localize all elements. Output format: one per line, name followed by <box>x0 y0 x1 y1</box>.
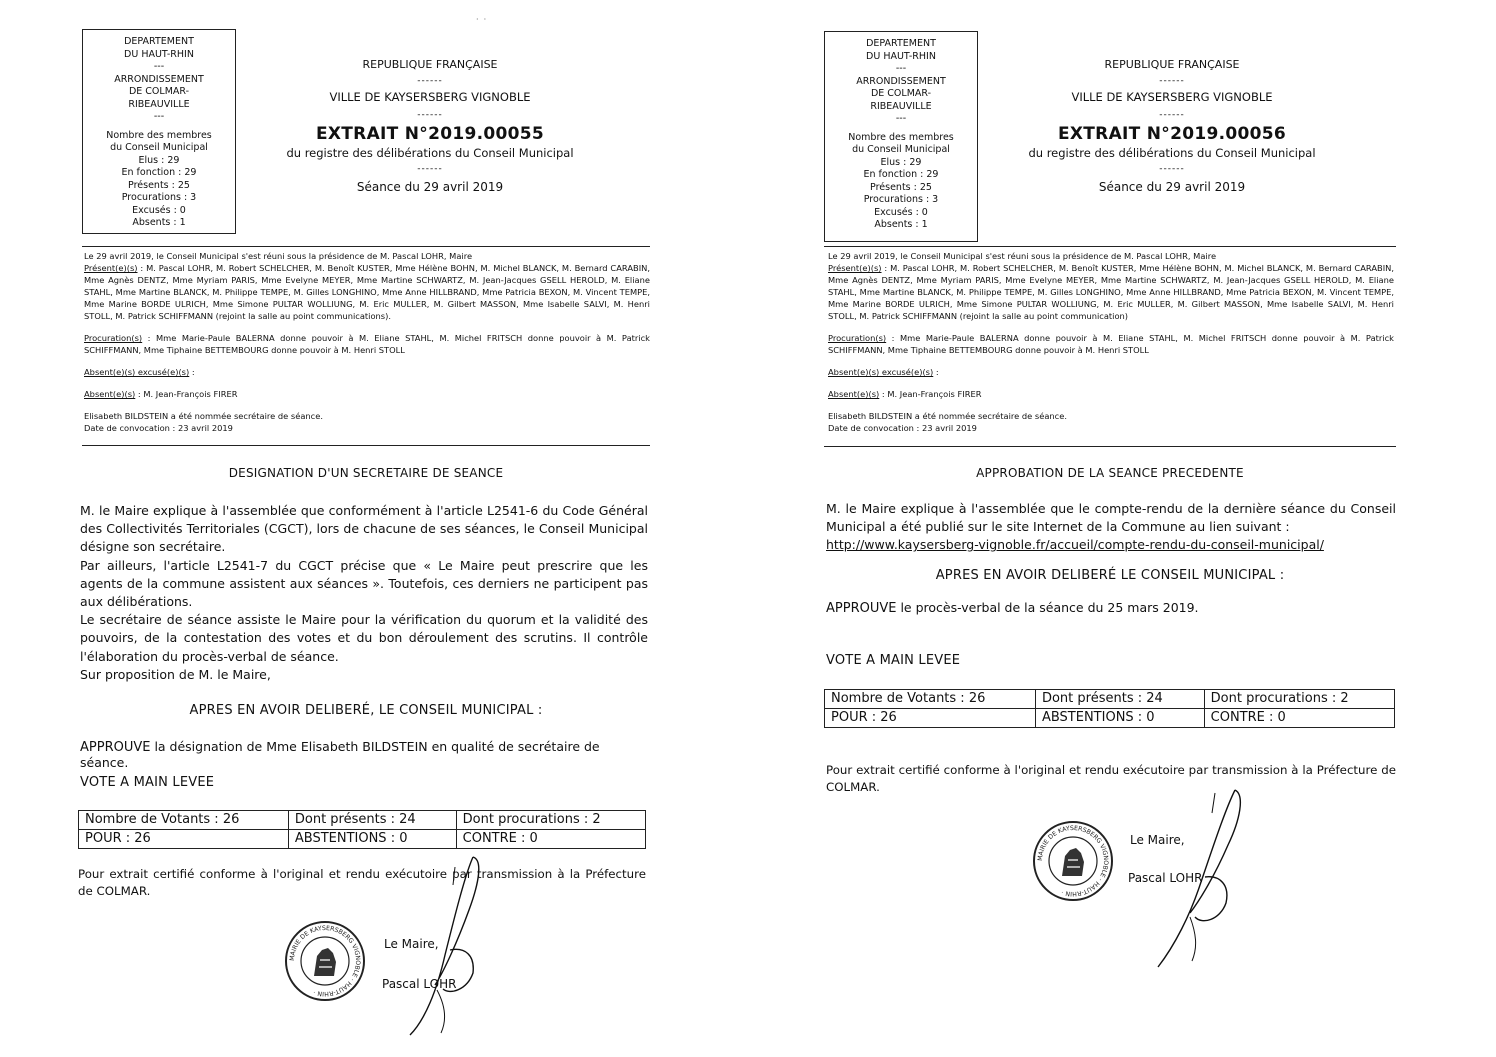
count-excuses: Excusés : 0 <box>874 206 928 218</box>
count-presents: Présents : 25 <box>128 179 190 191</box>
table-row <box>79 830 646 849</box>
dept-line: Nombre des membres <box>848 131 954 143</box>
svg-text:MAIRIE DE KAYSERSBERG VIGNOBLE: MAIRIE DE KAYSERSBERG VIGNOBLE · HAUT-RHIN · <box>288 924 362 998</box>
absent-excuse-list: : <box>933 367 939 377</box>
divider <box>82 246 650 247</box>
vote-presents: Dont présents : 24 <box>1035 690 1204 709</box>
vote-pour: POUR : 26 <box>825 709 1036 728</box>
signer-name: Pascal LOHR <box>1128 871 1203 885</box>
count-absents: Absents : 1 <box>874 219 928 230</box>
registre-line: du registre des délibérations du Conseil Municipal <box>286 146 574 160</box>
republique-heading: REPUBLIQUE FRANÇAISE <box>362 58 498 71</box>
dept-separator: --- <box>153 61 165 72</box>
dept-line: RIBEAUVILLE <box>870 100 932 112</box>
approve-text: le procès-verbal de la séance du 25 mars 2019. <box>896 600 1199 615</box>
procuration-label: Procuration(s) <box>828 333 887 343</box>
count-procurations: Procurations : 3 <box>121 192 197 203</box>
deliberation-body <box>826 500 1396 555</box>
dept-line: DEPARTEMENT <box>124 36 194 47</box>
vote-pour: POUR : 26 <box>79 830 289 849</box>
header-separator: ------ <box>1159 164 1185 174</box>
extrait-number: EXTRAIT N°2019.00056 <box>1057 124 1287 144</box>
republique-heading: REPUBLIQUE FRANÇAISE <box>1104 58 1240 71</box>
scan-specks: · · <box>476 15 487 24</box>
header-separator: ------ <box>417 164 443 174</box>
present-label: Présent(e)(s) <box>828 263 882 273</box>
section-title: DESIGNATION D'UN SECRETAIRE DE SEANCE <box>228 466 504 480</box>
dept-line: ARRONDISSEMENT <box>114 73 204 85</box>
count-excuses: Excusés : 0 <box>132 204 186 216</box>
seance-date: Séance du 29 avril 2019 <box>1098 180 1246 194</box>
vote-title: VOTE A MAIN LEVEE <box>826 653 961 668</box>
absent-list: : M. Jean-François FIRER <box>135 389 238 399</box>
convocation-line: Date de convocation : 23 avril 2019 <box>84 423 233 433</box>
vote-procurations: Dont procurations : 2 <box>1204 690 1394 709</box>
dept-line: du Conseil Municipal <box>110 142 208 153</box>
ville-heading: VILLE DE KAYSERSBERG VIGNOBLE <box>1071 90 1273 104</box>
seance-date: Séance du 29 avril 2019 <box>356 180 504 194</box>
section-title: APPROBATION DE LA SEANCE PRECEDENTE <box>976 466 1244 480</box>
approve-line <box>80 739 650 770</box>
procuration-list: : Mme Marie-Paule BALERNA donne pouvoir à M. Eliane STAHL, M. Michel FRITSCH donne pouvoir à M. Patrick SCHIFFMANN, Mme Tiphaine BETTEMBOURG donne pouvoir à M. Henri STOLL <box>828 333 1394 355</box>
vote-contre: CONTRE : 0 <box>1204 709 1394 728</box>
approve-keyword: APPROUVE <box>80 740 151 755</box>
dept-line: DEPARTEMENT <box>866 38 936 49</box>
deliberation-body <box>80 502 648 684</box>
header-separator: ------ <box>1159 76 1185 86</box>
absent-excuse-label: Absent(e)(s) excusé(e)(s) <box>84 367 190 377</box>
department-box <box>824 31 978 242</box>
vote-abstentions: ABSTENTIONS : 0 <box>288 830 456 849</box>
absent-excuse-list: : <box>189 367 195 377</box>
attendance-intro: Le 29 avril 2019, le Conseil Municipal s'est réuni sous la présidence de M. Pascal LOHR, Maire <box>828 251 1217 261</box>
dept-line: DU HAUT-RHIN <box>124 48 194 60</box>
approve-keyword: APPROUVE <box>826 601 897 616</box>
dept-line: DE COLMAR- <box>128 86 190 97</box>
deliberation-heading: APRES EN AVOIR DELIBERÉ LE CONSEIL MUNICIPAL : <box>935 568 1285 583</box>
body-paragraph: M. le Maire explique à l'assemblée que le compte-rendu de la dernière séance du Conseil Municipal a été publié sur le site Internet de la Commune au lien suivant : <box>826 501 1396 535</box>
extrait-page-00056 <box>748 0 1496 1057</box>
vote-votants: Nombre de Votants : 26 <box>825 690 1036 709</box>
vote-presents: Dont présents : 24 <box>288 811 456 830</box>
absent-label: Absent(e)(s) <box>84 389 136 399</box>
count-presents: Présents : 25 <box>870 181 932 193</box>
compte-rendu-link[interactable]: http://www.kaysersberg-vignoble.fr/accueil/compte-rendu-du-conseil-municipal/ <box>826 537 1324 553</box>
divider <box>82 445 650 446</box>
dept-line: ARRONDISSEMENT <box>856 75 946 87</box>
present-list: : M. Pascal LOHR, M. Robert SCHELCHER, M. Benoît KUSTER, Mme Hélène BOHN, M. Michel BLANCK, M. Bernard CARABIN, Mme Agnès DENTZ, Mme Myriam PARIS, Mme Evelyne MEYER, Mme Martine SCHWARTZ, M. Jean-Jacques GSELL HEROLD, M. Eliane STAHL, Mme Martine BLANCK, M. Philippe TEMPE, M. Gilles LONGHINO, Mme Anne HILLBRAND, Mme Patricia BEXON, M. Vincent TEMPE, Mme Marine BORDE ULRICH, Mme Simone PULTAR WOLLIUNG, M. Eric MULLER, M. Gilbert MASSON, Mme Isabelle SALVI, M. Henri STOLL, M. Patrick SCHIFFMANN (rejoint la salle au point communication) <box>828 263 1394 321</box>
municipal-seal-stamp <box>284 920 366 1002</box>
dept-separator: --- <box>153 111 165 122</box>
document-header <box>992 58 1352 194</box>
municipal-seal-stamp <box>1032 820 1114 902</box>
signer-title: Le Maire, <box>384 937 439 951</box>
header-separator: ------ <box>417 110 443 120</box>
certification-text: Pour extrait certifié conforme à l'original et rendu exécutoire par transmission à la Préfecture de COLMAR. <box>826 763 1396 794</box>
count-procurations: Procurations : 3 <box>863 194 939 205</box>
count-elus: Elus : 29 <box>138 154 180 166</box>
count-en-fonction: En fonction : 29 <box>121 167 197 178</box>
body-paragraph: M. le Maire explique à l'assemblée que conformément à l'article L2541-6 du Code Général des Collectivités Territoriales (CGCT), lors de chacune de ses séances, le Conseil Municipal désigne son secrétaire. <box>80 503 648 555</box>
certification-text: Pour extrait certifié conforme à l'original et rendu exécutoire par transmission à la Préfecture de COLMAR. <box>78 867 646 898</box>
dept-line: du Conseil Municipal <box>852 144 950 155</box>
table-row <box>825 709 1395 728</box>
vote-procurations: Dont procurations : 2 <box>456 811 645 830</box>
divider <box>824 446 1396 447</box>
signer-name: Pascal LOHR <box>382 977 457 991</box>
dept-line: DU HAUT-RHIN <box>866 50 936 62</box>
dept-line: DE COLMAR- <box>870 88 932 99</box>
svg-text:MAIRIE DE KAYSERSBERG VIGNOBLE: MAIRIE DE KAYSERSBERG VIGNOBLE · HAUT-RHIN · <box>1036 824 1110 898</box>
divider <box>824 246 1396 247</box>
dept-separator: --- <box>895 113 907 124</box>
header-separator: ------ <box>417 76 443 86</box>
present-list: : M. Pascal LOHR, M. Robert SCHELCHER, M. Benoît KUSTER, Mme Hélène BOHN, M. Michel BLANCK, M. Bernard CARABIN, Mme Agnès DENTZ, Mme Myriam PARIS, Mme Evelyne MEYER, Mme Martine SCHWARTZ, M. Jean-Jacques GSELL HEROLD, M. Eliane STAHL, Mme Martine BLANCK, M. Philippe TEMPE, M. Gilles LONGHINO, Mme Anne HILLBRAND, Mme Patricia BEXON, M. Vincent TEMPE, Mme Marine BORDE ULRICH, Mme Simone PULTAR WOLLIUNG, M. Eric MULLER, M. Gilbert MASSON, Mme Isabelle SALVI, M. Henri STOLL, M. Patrick SCHIFFMANN (rejoint la salle au point communications). <box>84 263 650 321</box>
body-paragraph: Sur proposition de M. le Maire, <box>80 666 271 682</box>
dept-line: RIBEAUVILLE <box>128 98 190 110</box>
vote-title: VOTE A MAIN LEVEE <box>80 775 215 790</box>
department-box <box>82 29 236 234</box>
document-header <box>250 58 610 194</box>
deliberation-heading: APRES EN AVOIR DELIBERÉ, LE CONSEIL MUNICIPAL : <box>189 703 543 718</box>
signer-title: Le Maire, <box>1130 833 1185 847</box>
table-row <box>825 690 1395 709</box>
vote-contre: CONTRE : 0 <box>456 830 645 849</box>
table-row <box>79 811 646 830</box>
vote-votants: Nombre de Votants : 26 <box>79 811 289 830</box>
handwritten-signature <box>1140 785 1255 970</box>
procuration-list: : Mme Marie-Paule BALERNA donne pouvoir à M. Eliane STAHL, M. Michel FRITSCH donne pouvoir à M. Patrick SCHIFFMANN, Mme Tiphaine BETTEMBOURG donne pouvoir à M. Henri STOLL <box>84 333 650 355</box>
attendance-block <box>84 250 650 434</box>
body-paragraph: Par ailleurs, l'article L2541-7 du CGCT précise que « Le Maire peut prescrire que les agents de la commune assistent aux séances ». Toutefois, ces derniers ne participent pas aux délibérations. <box>80 557 648 610</box>
attendance-block <box>828 250 1394 434</box>
dept-line: Nombre des membres <box>106 129 212 141</box>
vote-table <box>824 689 1395 728</box>
vote-table <box>78 810 646 849</box>
count-en-fonction: En fonction : 29 <box>863 169 939 180</box>
header-separator: ------ <box>1159 110 1185 120</box>
registre-line: du registre des délibérations du Conseil Municipal <box>1028 146 1316 160</box>
secretary-line: Elisabeth BILDSTEIN a été nommée secrétaire de séance. <box>828 411 1067 421</box>
absent-list: : M. Jean-François FIRER <box>879 389 982 399</box>
approve-line <box>826 600 1396 616</box>
secretary-line: Elisabeth BILDSTEIN a été nommée secrétaire de séance. <box>84 411 323 421</box>
ville-heading: VILLE DE KAYSERSBERG VIGNOBLE <box>329 90 531 104</box>
absent-excuse-label: Absent(e)(s) excusé(e)(s) <box>828 367 934 377</box>
count-elus: Elus : 29 <box>880 156 922 168</box>
dept-separator: --- <box>895 63 907 74</box>
absent-label: Absent(e)(s) <box>828 389 880 399</box>
body-paragraph: Le secrétaire de séance assiste le Maire pour la vérification du quorum et la validité des pouvoirs, de la contestation des votes et du bon déroulement des scrutins. Il contrôle l'élaboration du procès-verbal de séance. <box>80 612 648 664</box>
present-label: Présent(e)(s) <box>84 263 138 273</box>
extrait-number: EXTRAIT N°2019.00055 <box>315 124 545 144</box>
count-absents: Absents : 1 <box>132 217 186 228</box>
handwritten-signature <box>395 855 505 1040</box>
procuration-label: Procuration(s) <box>84 333 143 343</box>
approve-text: la désignation de Mme Elisabeth BILDSTEIN en qualité de secrétaire de séance. <box>80 739 600 770</box>
vote-abstentions: ABSTENTIONS : 0 <box>1035 709 1204 728</box>
convocation-line: Date de convocation : 23 avril 2019 <box>828 423 977 433</box>
attendance-intro: Le 29 avril 2019, le Conseil Municipal s'est réuni sous la présidence de M. Pascal LOHR, Maire <box>84 251 473 261</box>
